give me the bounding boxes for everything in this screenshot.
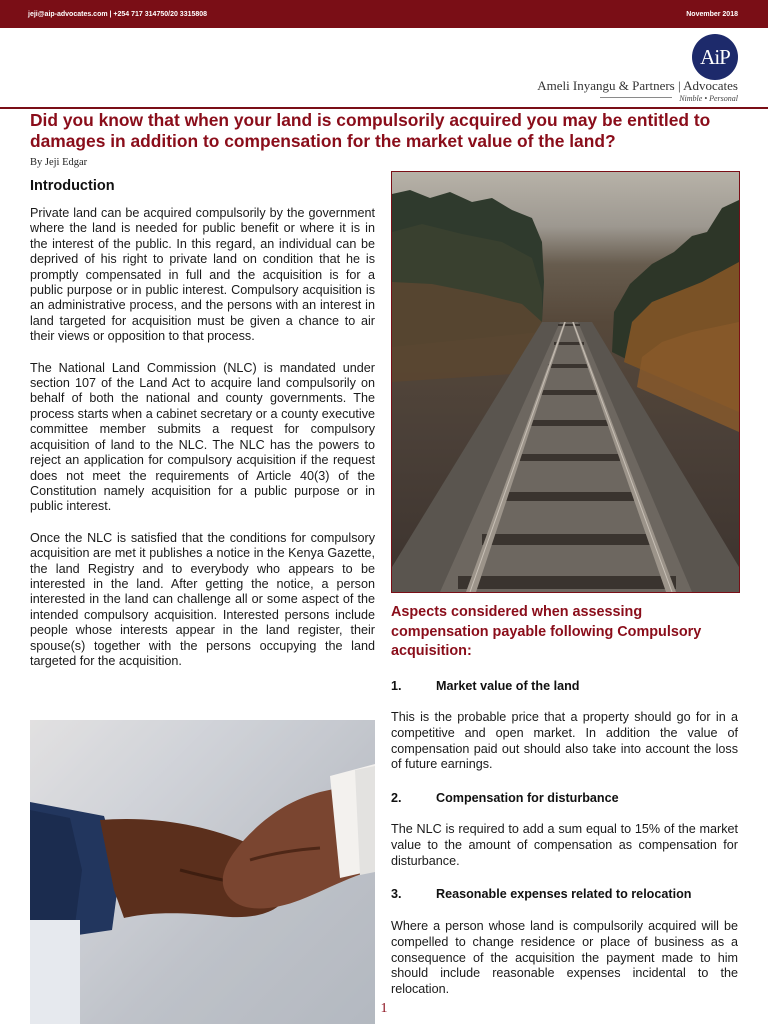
aspect-title: Market value of the land [436, 679, 580, 693]
intro-column [30, 206, 375, 720]
aspect-title: Compensation for disturbance [436, 791, 619, 805]
contact-info: jeji@aip-advocates.com | +254 717 314750/20 3315808 [28, 11, 208, 18]
intro-paragraph: The National Land Commission (NLC) is mandated under section 107 of the Land Act to acquire land compulsorily on behalf of both the national and county governments. The process starts when a cabinet secretary or a county executive committee member submits a request for compulsory acquisition of land to the NLC. The NLC has the powers to reject an application for compulsory acquisition if the request does not meet the requirements of Article 40(3) of the Constitution namely acquisition for a public purpose or in public interest. [30, 360, 375, 514]
article-byline: By Jeji Edgar [30, 157, 88, 168]
aspect-body: This is the probable price that a property should go for in a competitive and open market. In addition the value of compensation paid out should also take into account the loss of future earnings. [391, 710, 738, 772]
aspect-title: Reasonable expenses related to relocation [436, 887, 692, 901]
handshake-photo [30, 720, 375, 1024]
aspect-number: 1. [391, 679, 402, 693]
railway-track-photo [391, 171, 740, 593]
firm-logo: AiP [692, 34, 738, 80]
firm-name: Ameli Inyangu & Partners | Advocates [537, 78, 738, 93]
top-bar [0, 0, 768, 28]
aspects-title: Aspects considered when assessing compensation payable following Compulsory acquisition: [391, 604, 702, 659]
page-number: 1 [380, 1001, 388, 1016]
intro-paragraph: Private land can be acquired compulsorily by the government where the land is needed for public benefit or where it is in the interest of the public. In this regard, an individual can be deprived of his right to private land on condition that he is promptly compensated in full and the acquisition is for a public purpose or in public interest. Compulsory acquisition is an administrative process, and the persons with an interest in land targeted for acquisition must be given a chance to air their views or opposition to that process. [30, 206, 375, 344]
section-title-introduction: Introduction [30, 178, 115, 194]
article-headline: Did you know that when your land is compulsorily acquired you may be entitled to damages in addition to compensation for the market value of the land? [30, 110, 711, 151]
aspect-body: Where a person whose land is compulsorily acquired will be compelled to change residence or place of business as a consequence of the acquisition the payment made to him should include reasonable expenses incidental to the relocation. [391, 919, 738, 997]
issue-date: November 2018 [686, 11, 738, 18]
aspect-number: 3. [391, 887, 402, 901]
firm-tagline: Nimble • Personal [679, 94, 738, 103]
intro-paragraph: Once the NLC is satisfied that the conditions for compulsory acquisition are met it publishes a notice in the Kenya Gazette, the land Registry and to everybody who appears to be interested in the land. After getting the notice, a person interested in the land can challenge all or some aspect of the intended compulsory acquisition. Interested persons include people whose interests appear in the land register, their spouse(s) together with the persons occupying the land targeted for the acquisition. [30, 530, 375, 668]
header-divider [0, 107, 768, 109]
aspect-body: The NLC is required to add a sum equal to 15% of the market value to the amount of compensation as compensation for disturbance. [391, 822, 738, 868]
aspect-number: 2. [391, 791, 402, 805]
